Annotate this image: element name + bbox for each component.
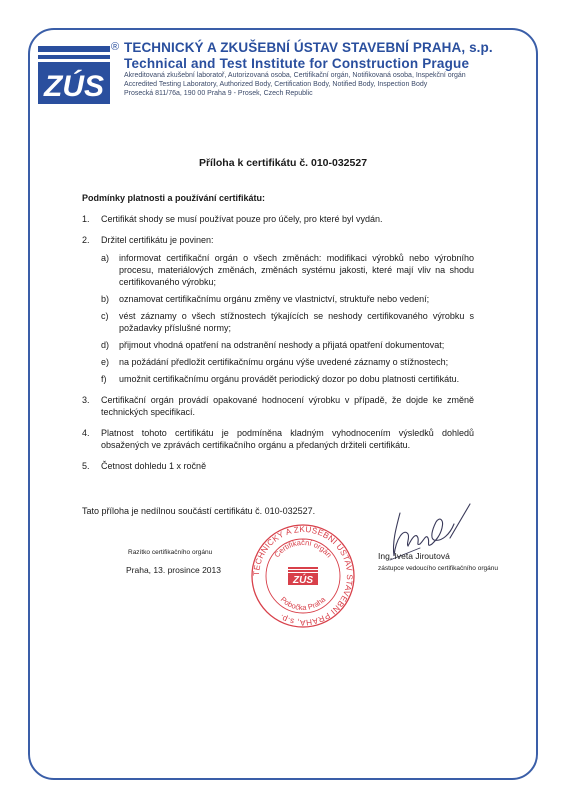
signer-name: Ing. Iveta Jiroutová	[378, 551, 450, 561]
condition-text: Certifikační orgán provádí opakované hodnocení výrobku v případě, že dojde ke změně technických specifikací.	[101, 395, 474, 417]
condition-item	[82, 427, 474, 451]
official-stamp	[250, 523, 356, 629]
obligation-letter: b)	[101, 294, 110, 304]
logo-text: ZÚS	[44, 70, 104, 103]
registered-mark: ®	[111, 41, 120, 53]
obligation-text: informovat certifikační orgán o všech změnách: modifikaci výrobků nebo výrobního procesu, materiálových změnách, změnách systému jakosti, které mají vliv na shodu certifikovaného výrobku;	[119, 253, 474, 287]
obligation-item	[101, 293, 474, 305]
obligation-text: přijmout vhodná opatření na odstranění neshody a přijatá opatření dokumentovat;	[119, 340, 445, 350]
condition-number: 5.	[82, 461, 90, 471]
obligation-letter: e)	[101, 357, 110, 367]
signer-role: zástupce vedoucího certifikačního orgánu	[378, 565, 498, 572]
obligation-text: na požádání předložit certifikačnímu orgánu výše uvedené záznamy o stížnostech;	[119, 357, 449, 367]
condition-text: Certifikát shody se musí používat pouze pro účely, pro které byl vydán.	[101, 214, 383, 224]
condition-item	[82, 234, 474, 385]
institute-name-en: Technical and Test Institute for Construction Prague	[124, 56, 470, 71]
obligation-item	[101, 310, 474, 334]
stamp-label: Razítko certifikačního orgánu	[128, 549, 213, 556]
condition-number: 4.	[82, 428, 90, 438]
institute-address: Prosecká 811/76a, 190 00 Praha 9 - Prosek, Czech Republic	[124, 90, 313, 97]
condition-item	[82, 394, 474, 418]
obligation-item	[101, 339, 474, 351]
appendix-note: Tato příloha je nedílnou součástí certifikátu č. 010-032527.	[82, 506, 316, 516]
obligation-item	[101, 373, 474, 385]
accreditation-en: Accredited Testing Laboratory, Authorized Body, Certification Body, Notified Body, Inspection Body	[124, 81, 428, 88]
stamp-center-text: ZÚS	[293, 575, 313, 586]
stamp-inner-text: Certifikační orgán	[272, 537, 334, 560]
condition-number: 1.	[82, 214, 90, 224]
obligation-letter: a)	[101, 253, 110, 263]
obligation-item	[101, 252, 474, 288]
obligation-letter: d)	[101, 340, 110, 350]
obligation-item	[101, 356, 474, 368]
place-date: Praha, 13. prosince 2013	[126, 565, 221, 575]
obligations-list	[101, 252, 474, 385]
accreditation-cz: Akreditovaná zkušební laboratoř, Autorizovaná osoba, Certifikační orgán, Notifikovaná osoba, Inspekční orgán	[124, 72, 466, 79]
svg-text:Certifikační orgán	[272, 538, 333, 559]
stamp-outer-text: TECHNICKÝ A ZKUŠEBNÍ ÚSTAV STAVEBNÍ PRAHA, s.p.	[251, 524, 355, 628]
condition-text: Četnost dohledu 1 x ročně	[101, 461, 207, 471]
condition-text: Držitel certifikátu je povinen:	[101, 235, 214, 245]
zus-logo	[38, 46, 110, 104]
conditions-heading: Podmínky platnosti a používání certifikátu:	[82, 193, 266, 203]
condition-number: 2.	[82, 235, 90, 245]
institute-name-cz: TECHNICKÝ A ZKUŠEBNÍ ÚSTAV STAVEBNÍ PRAHA, s.p.	[124, 40, 493, 55]
document-title: Příloha k certifikátu č. 010-032527	[198, 157, 368, 169]
condition-item	[82, 213, 474, 225]
conditions-section	[82, 192, 474, 481]
obligation-letter: c)	[101, 311, 109, 321]
condition-text: Platnost tohoto certifikátu je podmíněna kladným vyhodnocením výsledků dohledů obsažených ve zprávách certifikačního orgánu a předaných držiteli certifikátu.	[101, 428, 474, 450]
obligation-text: vést záznamy o všech stížnostech týkajících se neshody certifikovaného výrobku s požadavky příslušné normy;	[119, 311, 474, 333]
stamp-bottom-text: Pobočka Praha	[278, 594, 328, 613]
condition-item	[82, 460, 474, 472]
condition-number: 3.	[82, 395, 90, 405]
obligation-text: oznamovat certifikačnímu orgánu změny ve vlastnictví, struktuře nebo vedení;	[119, 294, 430, 304]
obligation-text: umožnit certifikačnímu orgánu provádět periodický dozor po dobu platnosti certifikátu.	[119, 374, 460, 384]
obligation-letter: f)	[101, 374, 107, 384]
